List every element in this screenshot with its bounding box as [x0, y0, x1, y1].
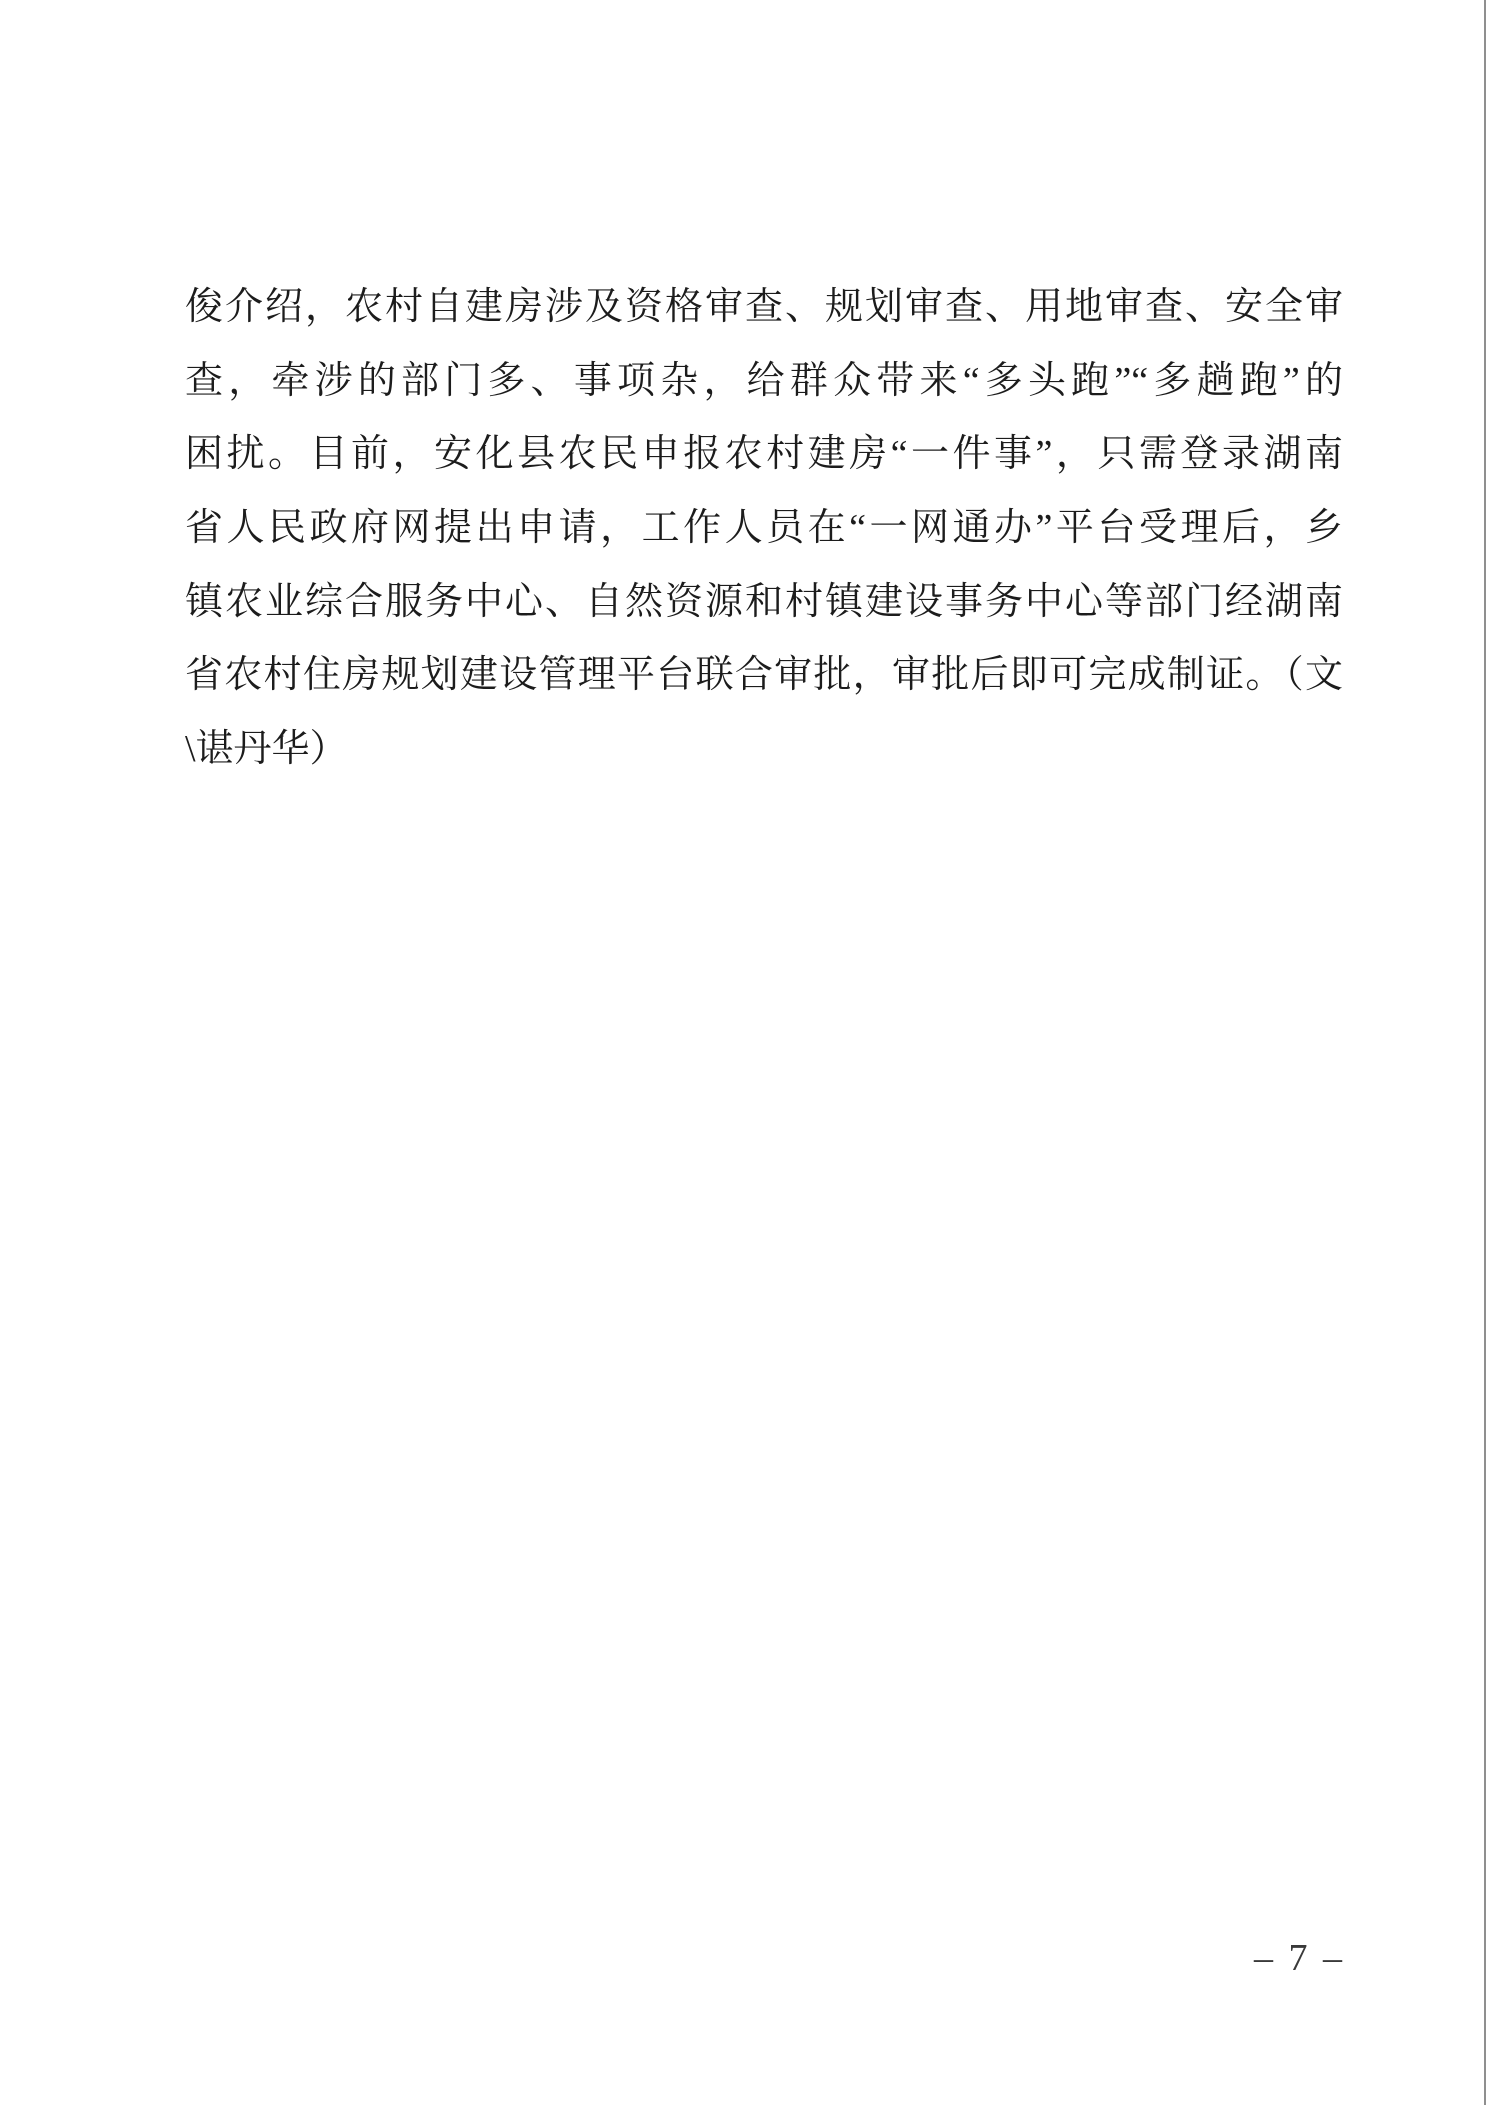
body-text-line: 俊介绍，农村自建房涉及资格审查、规划审查、用地审查、安全审 [185, 286, 1343, 328]
page-edge-line [1484, 0, 1486, 2105]
body-text-line: 省农村住房规划建设管理平台联合审批，审批后即可完成制证。（文 [185, 654, 1343, 697]
body-text-line: \谌丹华） [185, 728, 348, 771]
body-paragraph [185, 271, 1343, 787]
body-text-line: 镇农业综合服务中心、自然资源和村镇建设事务中心等部门经湖南 [185, 580, 1343, 623]
page-number: – 7 – [1254, 1937, 1345, 1979]
body-text-line: 困扰。目前，安化县农民申报农村建房“一件事”，只需登录湖南 [185, 433, 1343, 476]
body-text-line: 查，牵涉的部门多、事项杂，给群众带来“多头跑”“多趟跑”的 [185, 359, 1343, 402]
body-text-line: 省人民政府网提出申请，工作人员在“一网通办”平台受理后，乡 [185, 507, 1343, 550]
